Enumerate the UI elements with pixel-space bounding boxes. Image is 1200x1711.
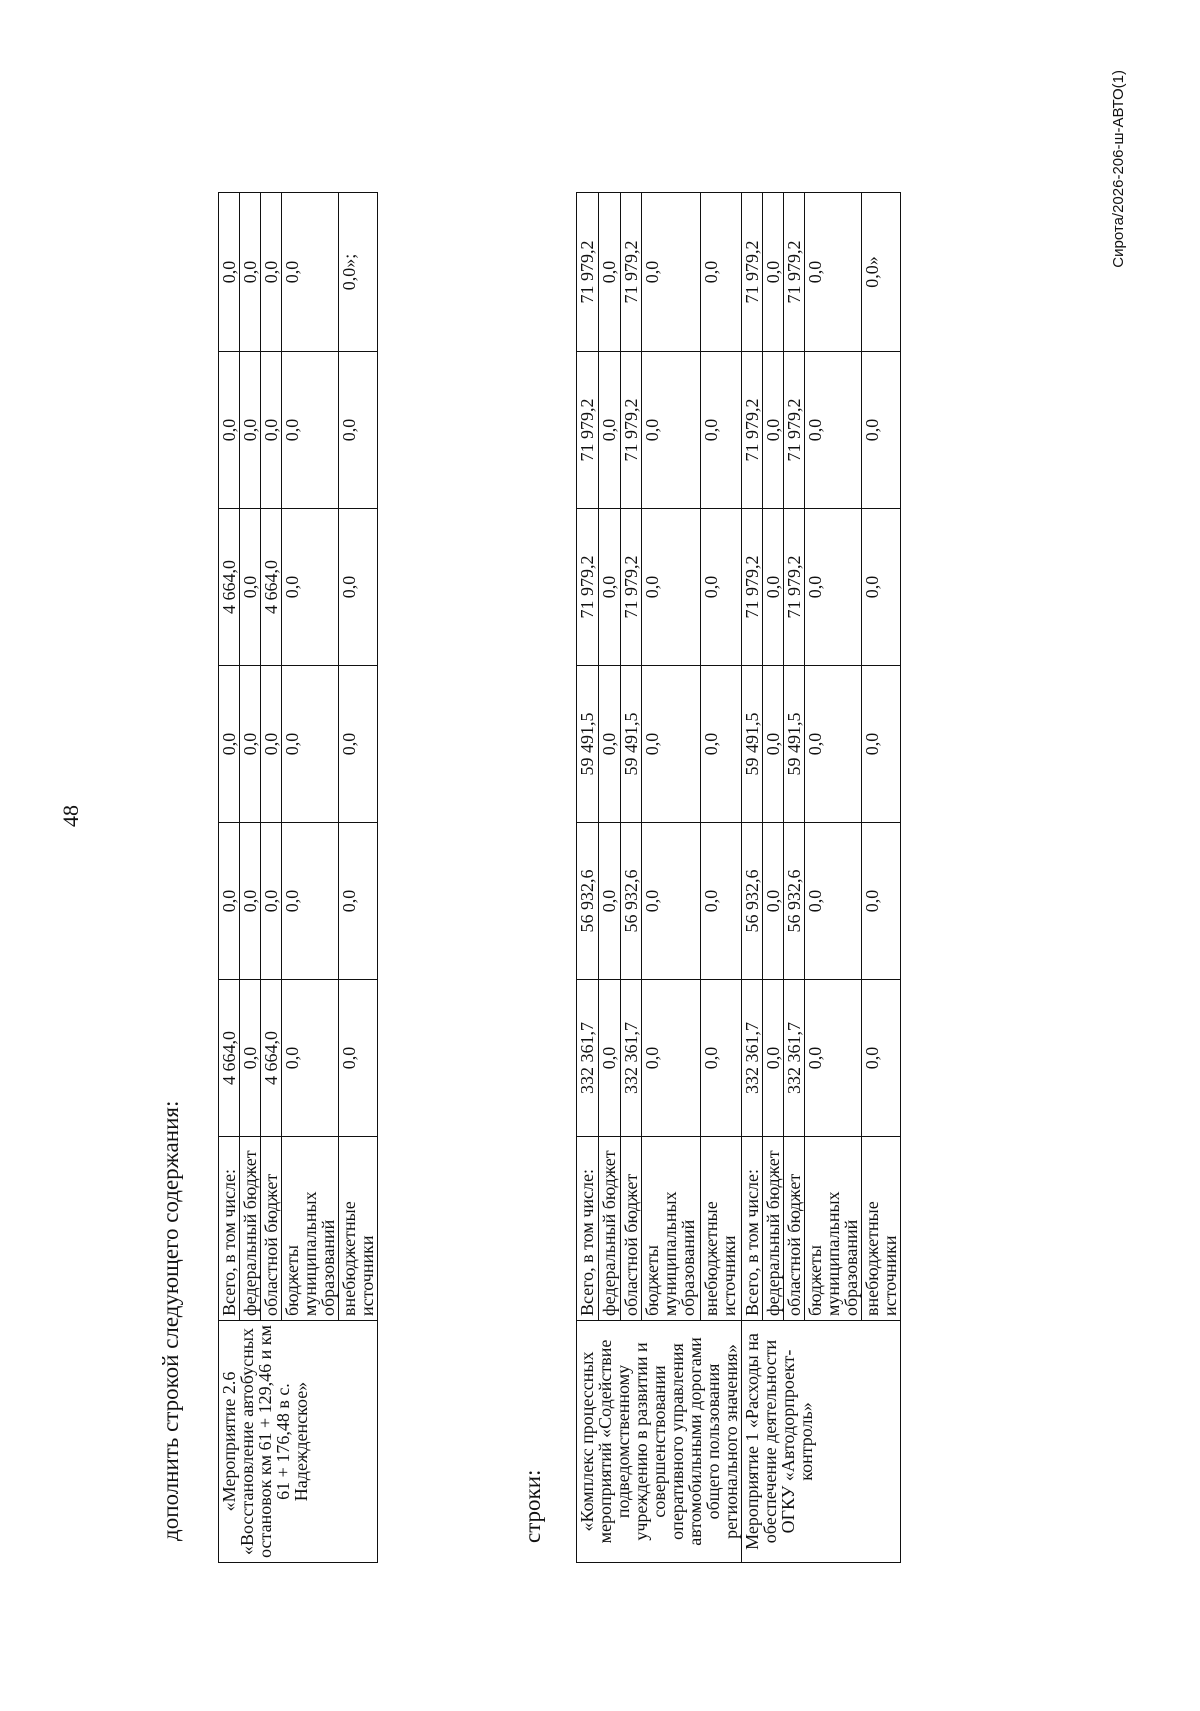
amount-cell: 0,0 [598,980,620,1137]
table-row [742,193,763,1563]
amount-cell: 56 932,6 [620,823,642,980]
amount-cell: 0,0 [261,193,282,352]
funding-source: областной бюджет [784,1137,805,1321]
amount-cell: 0,0»; [339,193,378,352]
amount-cell: 71 979,2 [742,509,763,666]
page-number: 48 [58,805,83,827]
amount-cell: 0,0 [261,823,282,980]
amount-cell: 0,0 [862,352,901,509]
funding-source: федеральный бюджет [598,1137,620,1321]
amount-cell: 0,0 [862,823,901,980]
amount-cell: 0,0 [261,352,282,509]
amount-cell: 0,0 [763,823,784,980]
amount-cell: 0,0 [240,823,261,980]
activity-label: «Мероприятие 2.6 «Восстановление автобусных остановок км 61 + 129,46 и км 61 + 176,48 в с. Надежденское» [219,1321,378,1563]
amount-cell: 0,0 [805,980,862,1137]
budget-table-2 [576,192,901,1563]
intro-text: дополнить строкой следующего содержания: [158,1100,183,1541]
amount-cell: 59 491,5 [620,666,642,823]
amount-cell: 0,0 [261,666,282,823]
funding-source: областной бюджет [620,1137,642,1321]
amount-cell: 0,0 [339,509,378,666]
amount-cell: 71 979,2 [742,193,763,352]
amount-cell: 71 979,2 [742,352,763,509]
funding-source: федеральный бюджет [763,1137,784,1321]
amount-cell: 0,0 [642,666,701,823]
amount-cell: 0,0 [862,509,901,666]
amount-cell: 332 361,7 [620,980,642,1137]
amount-cell: 332 361,7 [742,980,763,1137]
amount-cell: 0,0 [339,823,378,980]
amount-cell: 0,0 [701,823,742,980]
amount-cell: 0,0 [701,980,742,1137]
amount-cell: 71 979,2 [784,509,805,666]
amount-cell: 0,0 [240,666,261,823]
funding-source: Всего, в том числе: [577,1137,599,1321]
funding-source: областной бюджет [261,1137,282,1321]
amount-cell: 332 361,7 [784,980,805,1137]
funding-source: внебюджетные источники [701,1137,742,1321]
amount-cell: 0,0 [282,352,339,509]
amount-cell: 0,0 [219,352,240,509]
amount-cell: 0,0 [598,352,620,509]
amount-cell: 0,0 [701,666,742,823]
amount-cell: 0,0 [805,193,862,352]
amount-cell: 71 979,2 [784,193,805,352]
amount-cell: 4 664,0 [261,509,282,666]
amount-cell: 0,0 [763,509,784,666]
amount-cell: 0,0 [282,823,339,980]
amount-cell: 0,0 [701,193,742,352]
amount-cell: 56 932,6 [577,823,599,980]
amount-cell: 59 491,5 [784,666,805,823]
funding-source: внебюджетные источники [339,1137,378,1321]
amount-cell: 71 979,2 [577,509,599,666]
table-row [577,193,599,1563]
amount-cell: 0,0 [701,352,742,509]
amount-cell: 0,0 [805,352,862,509]
amount-cell: 0,0 [339,980,378,1137]
budget-table-1 [218,192,378,1563]
amount-cell: 0,0 [282,193,339,352]
amount-cell: 0,0 [763,980,784,1137]
amount-cell: 4 664,0 [261,980,282,1137]
amount-cell: 0,0 [339,352,378,509]
amount-cell: 0,0 [598,823,620,980]
amount-cell: 0,0» [862,193,901,352]
amount-cell: 0,0 [598,509,620,666]
amount-cell: 0,0 [282,666,339,823]
amount-cell: 0,0 [219,193,240,352]
amount-cell: 332 361,7 [577,980,599,1137]
amount-cell: 59 491,5 [742,666,763,823]
amount-cell: 0,0 [219,666,240,823]
amount-cell: 0,0 [701,509,742,666]
amount-cell: 0,0 [240,193,261,352]
funding-source: бюджеты муниципальных образований [642,1137,701,1321]
amount-cell: 0,0 [642,509,701,666]
amount-cell: 0,0 [805,509,862,666]
strings-label: строки: [520,1469,545,1543]
funding-source: внебюджетные источники [862,1137,901,1321]
amount-cell: 0,0 [219,823,240,980]
amount-cell: 0,0 [240,352,261,509]
activity-label: «Комплекс процессных мероприятий «Содействие подведомственному учреждению в развитии и совершенствовании оперативного управления автомобильными дорогами общего пользования регионального значения» [577,1321,742,1563]
amount-cell: 56 932,6 [742,823,763,980]
funding-source: Всего, в том числе: [219,1137,240,1321]
amount-cell: 71 979,2 [620,509,642,666]
amount-cell: 56 932,6 [784,823,805,980]
amount-cell: 0,0 [642,352,701,509]
amount-cell: 0,0 [642,823,701,980]
amount-cell: 0,0 [240,509,261,666]
funding-source: бюджеты муниципальных образований [805,1137,862,1321]
footer-code: Сирота/2026-206-ш-АВТО(1) [1110,70,1127,268]
amount-cell: 0,0 [763,193,784,352]
amount-cell: 71 979,2 [577,352,599,509]
amount-cell: 71 979,2 [577,193,599,352]
amount-cell: 0,0 [862,980,901,1137]
amount-cell: 4 664,0 [219,980,240,1137]
funding-source: федеральный бюджет [240,1137,261,1321]
amount-cell: 0,0 [282,509,339,666]
funding-source: Всего, в том числе: [742,1137,763,1321]
funding-source: бюджеты муниципальных образований [282,1137,339,1321]
amount-cell: 0,0 [763,666,784,823]
table-row [219,193,240,1563]
amount-cell: 71 979,2 [620,193,642,352]
amount-cell: 0,0 [598,666,620,823]
amount-cell: 0,0 [240,980,261,1137]
amount-cell: 0,0 [805,823,862,980]
amount-cell: 0,0 [642,980,701,1137]
amount-cell: 0,0 [805,666,862,823]
amount-cell: 0,0 [339,666,378,823]
amount-cell: 59 491,5 [577,666,599,823]
amount-cell: 0,0 [598,193,620,352]
amount-cell: 4 664,0 [219,509,240,666]
amount-cell: 0,0 [642,193,701,352]
activity-label: Мероприятие 1 «Расходы на обеспечение деятельности ОГКУ «Автодорпроект-контроль» [742,1321,901,1563]
amount-cell: 71 979,2 [620,352,642,509]
amount-cell: 71 979,2 [784,352,805,509]
amount-cell: 0,0 [282,980,339,1137]
amount-cell: 0,0 [862,666,901,823]
amount-cell: 0,0 [763,352,784,509]
